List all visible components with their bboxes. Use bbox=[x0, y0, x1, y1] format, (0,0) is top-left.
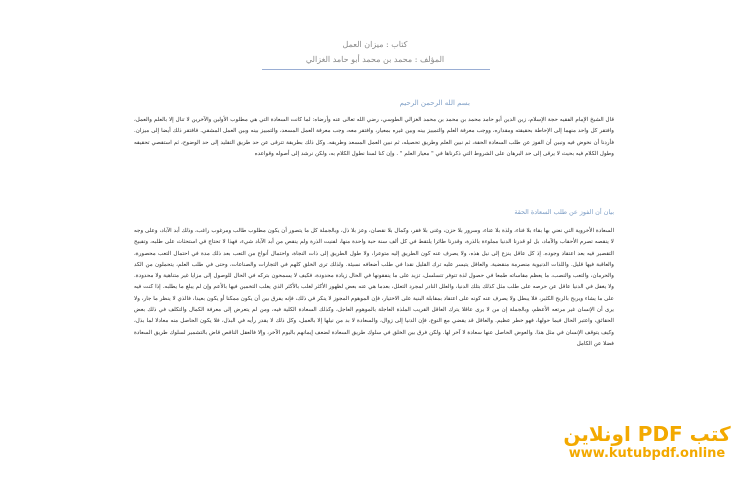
intro-paragraph: قال الشيخ الإمام الفقيه حجة الإسلام، زين الدين أبو حامد محمد بن محمد بن محمد الغزالي الطوسي، رضي الله تعالى عنه وأرضاه: لما كانت السعادة التي هي مطلوب الأولين والآخرين لا تنال إلا بالعلم والعمل، وافتقر كل واحد منهما إلى الإحاطة بحقيقته ومقداره، ووجب معرفة العلم والتمييز بينه وبين غيره بمعيار، وافتقر معه، وجب معرفة العمل المسعد، والتمييز بينه وبين العمل المشقي. فافتقر ذلك أيضا إلى ميزان. فأردنا أن نخوض فيه ونبين أن الفوز عن طلب السعادة الحقة، ثم نبين العلم وطريق تحصيله، ثم نبين العمل المسعد وطريقه. وكل ذلك بطريقة تترقى عن حد طريق التقليد إلى حد الوضوح، ثم استقصي تحقيقه وطول الكلام فيه بحيث لا يرقى إلى حد البرهان على الشروط التي ذكرناها في " معيار العلم " . وإن كنا لسنا نطول الكلام به، ولكن نرشد إلى أصوله وقواعده bbox=[134, 117, 614, 157]
watermark-logo bbox=[562, 422, 732, 462]
book-title: كتاب : ميزان العمل bbox=[342, 40, 408, 49]
book-author: المؤلف : محمد بن محمد أبو حامد الغزالي bbox=[305, 55, 445, 64]
body-paragraph: السعادة الأخروية التي نعني بها بقاء بلا فناء، ولذة بلا عناء، وسرور بلا حزن، وغنى بلا فقر، وكمال بلا نقصان، وعز بلا ذل، وبالجملة كل ما يتصور أن يكون مطلوب طالب ومرغوب راغب، وذلك أبد الآباد، وعلى وجه لا ينقصه تصرم الأحقاب والآماد، بل لو قدرنا الدنيا مملوءة بالذرة، وقدرنا طائرا يلتقط في كل ألف سنة حبة واحدة منها، لفنيت الذرة ولم ينقص من أبد الآباد شيء، فهذا لا تحتاج في استحثاث على طلبه، وتقبيح التقصير فيه بعد اعتقاد وجوده. إذ كل عاقل ينزع إلى نيل هذه، ولا يصرف عنه كون الطريق إليه متوعرا، ولا طول الطريق إلى ذات النجاة، واحتمال أنواع من التعب بعد ذلك مدة في احتمال التعب محصورة، والعاقبة فيها قليل. واللذات الدنيوية منصرمة منقضية. والعاقل يتيسر عليه ترك القليل نقدا في طلب أضعافه نسيئة. ولذلك ترى الخلق كلهم في التجارات والصناعات، وحتى في طلب العلم، يتحملون من الكد والحرمان، والتعب والنصب، ما يعظم مقاساته طمعا في حصول لذة تتوفر تتسلسل، تزيد على ما ينفقونها في الحال زيادة محدودة، فكيف لا يسمحون بتركه في الحال للوصول إلى مزايا غير متناهية ولا محدودة. ولا يغفل في الدنيا عاقل عن حرصه على طلب مثل كذلك بتلك الدنيا، والعلل النادر لمجرد التعلل، بعدما هي عنه بعض لظهور الأكثر لغلب بالأكثر الذي يغلب التخمين فيها بالأعم وإن لم يبلغ ما يطلبه. إذا كنت فيه على ما يشاء ويربح بالربح الكثير، فلا يبطل ولا يصرف عنه كونه على اعتقاد بمقابلة البنية على الاختيار، فإن الموهوم المجوز لا ينكر في ذلك، فإنه يفرق بين أن يكون ممكنا أو يكون بعيدا، فالذي لا ينظر ما جار، ولا يرى أن الإنسان غير مرتعه الأعظم، وبالجملة إن من لا يرى عاقلا يترك العاقل القريب الملذة العاجلة بالموهوم العاجل، وكذلك السعادة الكلية فيه، ومن لم يتعرض إلى معرفة الكمال والتكلف في ذلك بعض الحقائق، واعتبر الحال فيما حولها، فهو خطر عظيم. والعاقل قد يقضي مع النوع، فإن الدنيا إلى زوال، والسعادة لا بد من نيلها إلا بالعمل، وكل ذلك لا يقدر رأيه في البذل، فلا يكون الحاصل منه معادلا لما بذل، وكيف يتوقف الإنسان في مثل هذا. والعوض الحاصل عنها سعادة لا آخر لها. ولكن فرق بين الخلق في سلوك طريق السعادة لضعف إيمانهم باليوم الآخر، وإلا فالعقل الناقص قاض بالتشمير لسلوك طريق السعادة فضلا عن الكامل bbox=[134, 228, 614, 347]
basmala: بسم الله الرحمن الرحيم bbox=[399, 99, 470, 107]
section-heading: بيان أن الفوز عن طلب السعادة الحقة bbox=[514, 208, 614, 216]
watermark-url: www.kutubpdf.online bbox=[568, 446, 726, 461]
header-divider bbox=[262, 69, 490, 70]
watermark-brand: كتب PDF اونلاين bbox=[563, 422, 731, 446]
